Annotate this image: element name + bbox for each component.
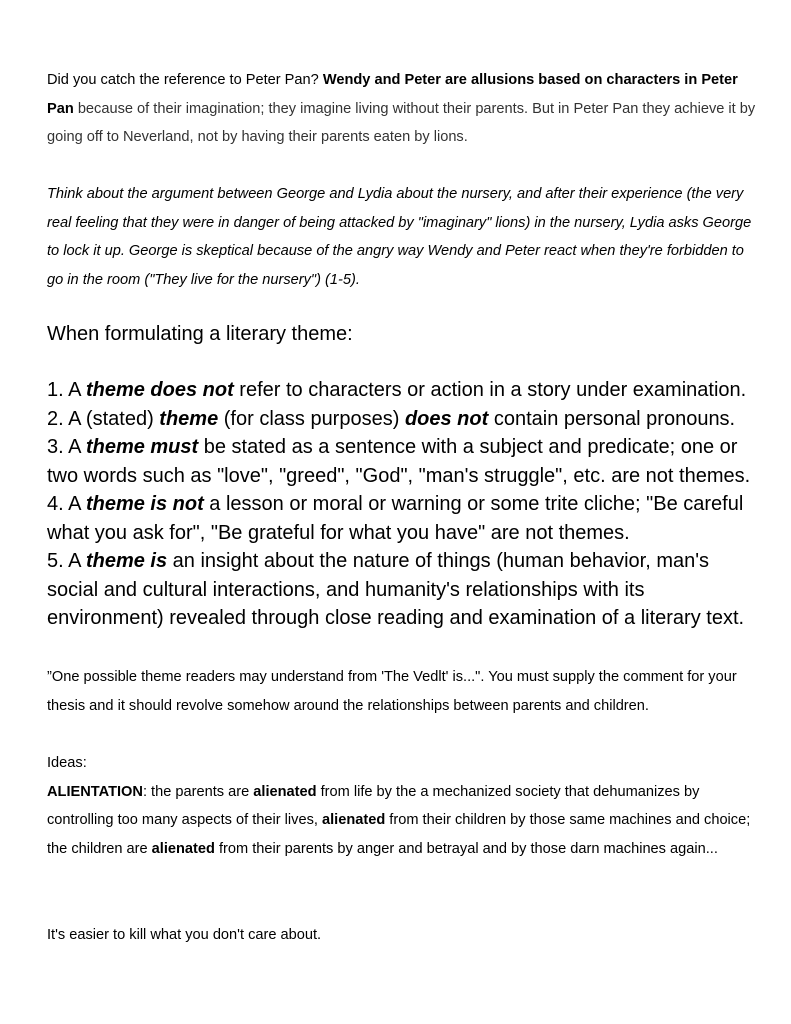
- rule-2-emphasis-2: does not: [404, 407, 489, 430]
- rule-2-emphasis: theme: [159, 407, 219, 430]
- intro-bold-statement: Wendy and Peter are allusions based on characters in Peter Pan: [47, 72, 738, 117]
- ideas-alienated-1: alienated: [253, 783, 317, 800]
- intro-question: Did you catch the reference to Peter Pan?: [47, 72, 323, 88]
- ideas-text-2: from life by the a mechanized society that dehumanizes by controlling too many aspects of their lives,: [47, 783, 700, 828]
- italic-paragraph: Think about the argument between George and Lydia about the nursery, and after their experience (the very real feeling that they were in danger of being attacked by "imaginary" lions) in the nursery, Lydia asks George to lock it up. George is skeptical because of the angry way Wendy and Peter react when they're forbidden to go in the room ("They live for the nursery") (1-5).: [47, 186, 752, 288]
- rule-2-text: contain personal pronouns.: [488, 407, 736, 430]
- rule-3-text: be stated as a sentence with a subject and predicate; one or two words such as "love", "greed", "God", "man's struggle", etc. are not themes.: [47, 436, 751, 487]
- rule-5: [47, 547, 762, 633]
- ideas-paragraph: [47, 749, 757, 863]
- ideas-text-1: : the parents are: [142, 783, 254, 800]
- ideas-term: ALIENTATION: [47, 783, 143, 800]
- intro-paragraph: [47, 66, 757, 152]
- closing-line: It's easier to kill what you don't care about.: [47, 927, 322, 943]
- ideas-label: Ideas:: [47, 755, 87, 771]
- rule-2: [47, 405, 762, 434]
- theme-heading: When formulating a literary theme:: [47, 323, 353, 345]
- rule-1: [47, 376, 762, 405]
- rule-4-emphasis: theme is not: [85, 493, 204, 515]
- rule-1-prefix: 1. A: [47, 379, 86, 401]
- rule-2-middle: (for class purposes): [218, 407, 405, 430]
- ideas-text-4: from their parents by anger and betrayal and by those darn machines again...: [214, 840, 718, 857]
- rule-3-prefix: 3. A: [47, 436, 86, 458]
- rule-2-prefix: 2. A (stated): [47, 407, 160, 430]
- rule-3-emphasis: theme must: [85, 436, 199, 458]
- thesis-paragraph: ”One possible theme readers may understand from 'The Vedlt' is...". You must supply the comment for your thesis and it should revolve somehow around the relationships between parents and children.: [47, 669, 737, 714]
- intro-rest: because of their imagination; they imagine living without their parents. But in Peter Pan they achieve it by going off to Neverland, not by having their parents eaten by lions.: [47, 100, 756, 145]
- rule-4-prefix: 4. A: [47, 493, 86, 515]
- rule-4: [47, 490, 762, 547]
- rule-3: [47, 433, 762, 490]
- ideas-alienated-2: alienated: [321, 812, 386, 828]
- ideas-text-3: from their children by those same machines and choice; the children are: [47, 812, 751, 857]
- rule-4-text: a lesson or moral or warning or some trite cliche; "Be careful what you ask for", "Be grateful for what you have" are not themes.: [47, 493, 744, 544]
- rule-5-emphasis: theme is: [85, 550, 168, 572]
- theme-rules-list: [47, 376, 762, 633]
- rule-5-text: an insight about the nature of things (human behavior, man's social and cultural interactions, and humanity's relationships with its environment) revealed through close reading and examination of a literary text.: [47, 550, 745, 629]
- ideas-alienated-3: alienated: [151, 840, 215, 857]
- rule-1-emphasis: theme does not: [85, 379, 234, 401]
- rule-1-text: refer to characters or action in a story under examination.: [233, 379, 747, 401]
- rule-5-prefix: 5. A: [47, 550, 86, 572]
